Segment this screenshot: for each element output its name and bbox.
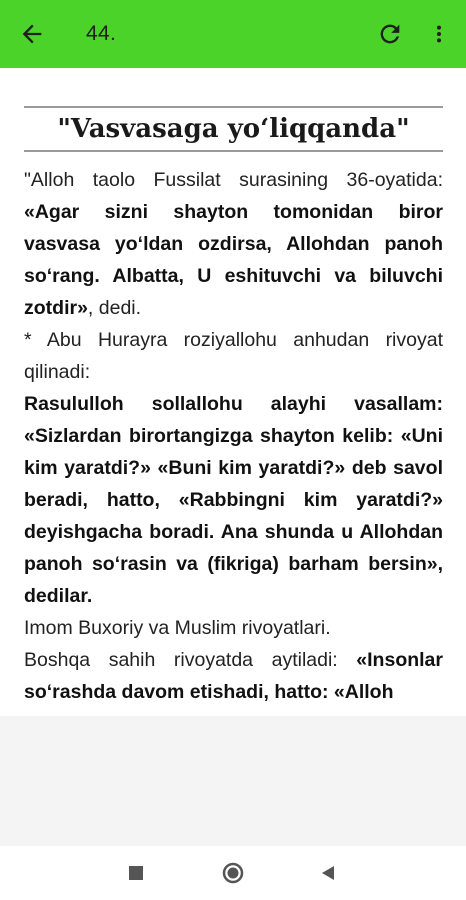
p5-quote: «Insonlar so‘rashda davom etishadi, hatto: «Alloh [24, 649, 443, 703]
paragraph-2: * Abu Hurayra roziyallohu anhudan rivoyat qilinadi: [24, 329, 443, 383]
paragraph-3 [24, 388, 443, 612]
p1-quote: «Agar sizni shayton tomonidan biror vasvasa yo‘ldan ozdirsa, Allohdan panoh so‘rang. Albatta, U eshituvchi va biluvchi zotdir» [24, 201, 443, 319]
article-content[interactable] [0, 68, 466, 716]
triangle-back-icon[interactable] [316, 861, 340, 885]
article-body [24, 164, 443, 708]
app-bar [0, 0, 466, 68]
system-nav-bar [0, 846, 466, 900]
p5-intro: Boshqa sahih rivoyatda aytiladi: [24, 649, 357, 671]
refresh-icon[interactable] [376, 20, 404, 48]
page-title: 44. [86, 22, 117, 45]
p1-intro: "Alloh taolo Fussilat surasining 36-oyatida: [24, 169, 443, 191]
paragraph-4: Imom Buxoriy va Muslim rivoyatlari. [24, 617, 331, 639]
more-vertical-icon[interactable] [428, 20, 450, 48]
square-icon[interactable] [124, 861, 148, 885]
paragraph-1 [24, 164, 443, 324]
heading-frame [24, 106, 443, 152]
article-heading: "Vasvasaga yo‘liqqanda" [57, 114, 410, 144]
p1-tail: , dedi. [87, 297, 142, 319]
paragraph-5 [24, 644, 443, 708]
p3-hadith: Rasululloh sollallohu alayhi vasallam: «Sizlardan birortangizga shayton kelib: «Uni kim yaratdi?» «Buni kim yaratdi?» deb savol beradi, hatto, «Rabbingni kim yaratdi?» deyishgacha boradi. Ana shunda u Allohdan panoh so‘rasin va (fikriga) barham bersin», dedilar. [24, 393, 443, 607]
blank-area [0, 716, 466, 846]
circle-icon[interactable] [221, 861, 245, 885]
arrow-left-icon[interactable] [18, 20, 46, 48]
